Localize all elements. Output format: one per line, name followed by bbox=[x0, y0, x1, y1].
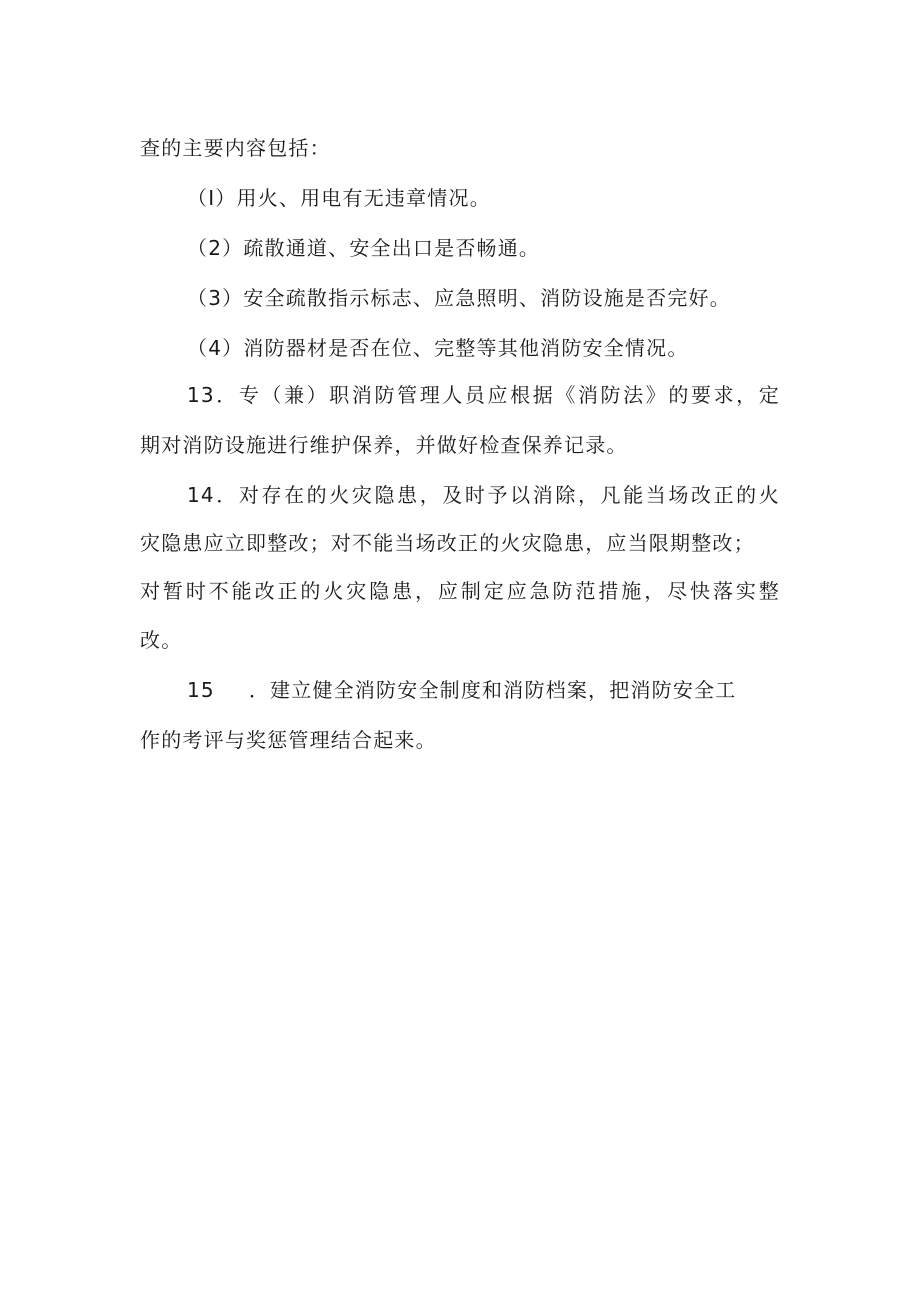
item-14-line-4: 改。 bbox=[140, 628, 183, 652]
check-item-4: （4）消防器材是否在位、完整等其他消防安全情况。 bbox=[187, 336, 689, 360]
item-13-line-1: 13．专（兼）职消防管理人员应根据《消防法》的要求，定 bbox=[187, 383, 780, 407]
check-item-1: （I）用火、用电有无违章情况。 bbox=[187, 186, 491, 210]
item-14-line-1: 14．对存在的火灾隐患，及时予以消除，凡能当场改正的火 bbox=[187, 483, 780, 507]
item-15-line-1-text: ．建立健全消防安全制度和消防档案，把消防安全工 bbox=[248, 678, 737, 702]
check-item-3: （3）安全疏散指示标志、应急照明、消防设施是否完好。 bbox=[187, 286, 731, 310]
item-14-line-2: 灾隐患应立即整改；对不能当场改正的火灾隐患，应当限期整改； bbox=[140, 531, 755, 555]
check-item-2: （2）疏散通道、安全出口是否畅通。 bbox=[187, 236, 541, 260]
item-15-line-2: 作的考评与奖惩管理结合起来。 bbox=[140, 728, 437, 752]
item-15-line-1 bbox=[187, 677, 780, 703]
item-13-line-2: 期对消防设施进行维护保养，并做好检查保养记录。 bbox=[140, 433, 628, 457]
item-15-number: 15 bbox=[187, 678, 215, 702]
intro-line: 查的主要内容包括： bbox=[140, 136, 331, 160]
item-14-line-3: 对暂时不能改正的火灾隐患，应制定应急防范措施，尽快落实整 bbox=[140, 579, 780, 603]
